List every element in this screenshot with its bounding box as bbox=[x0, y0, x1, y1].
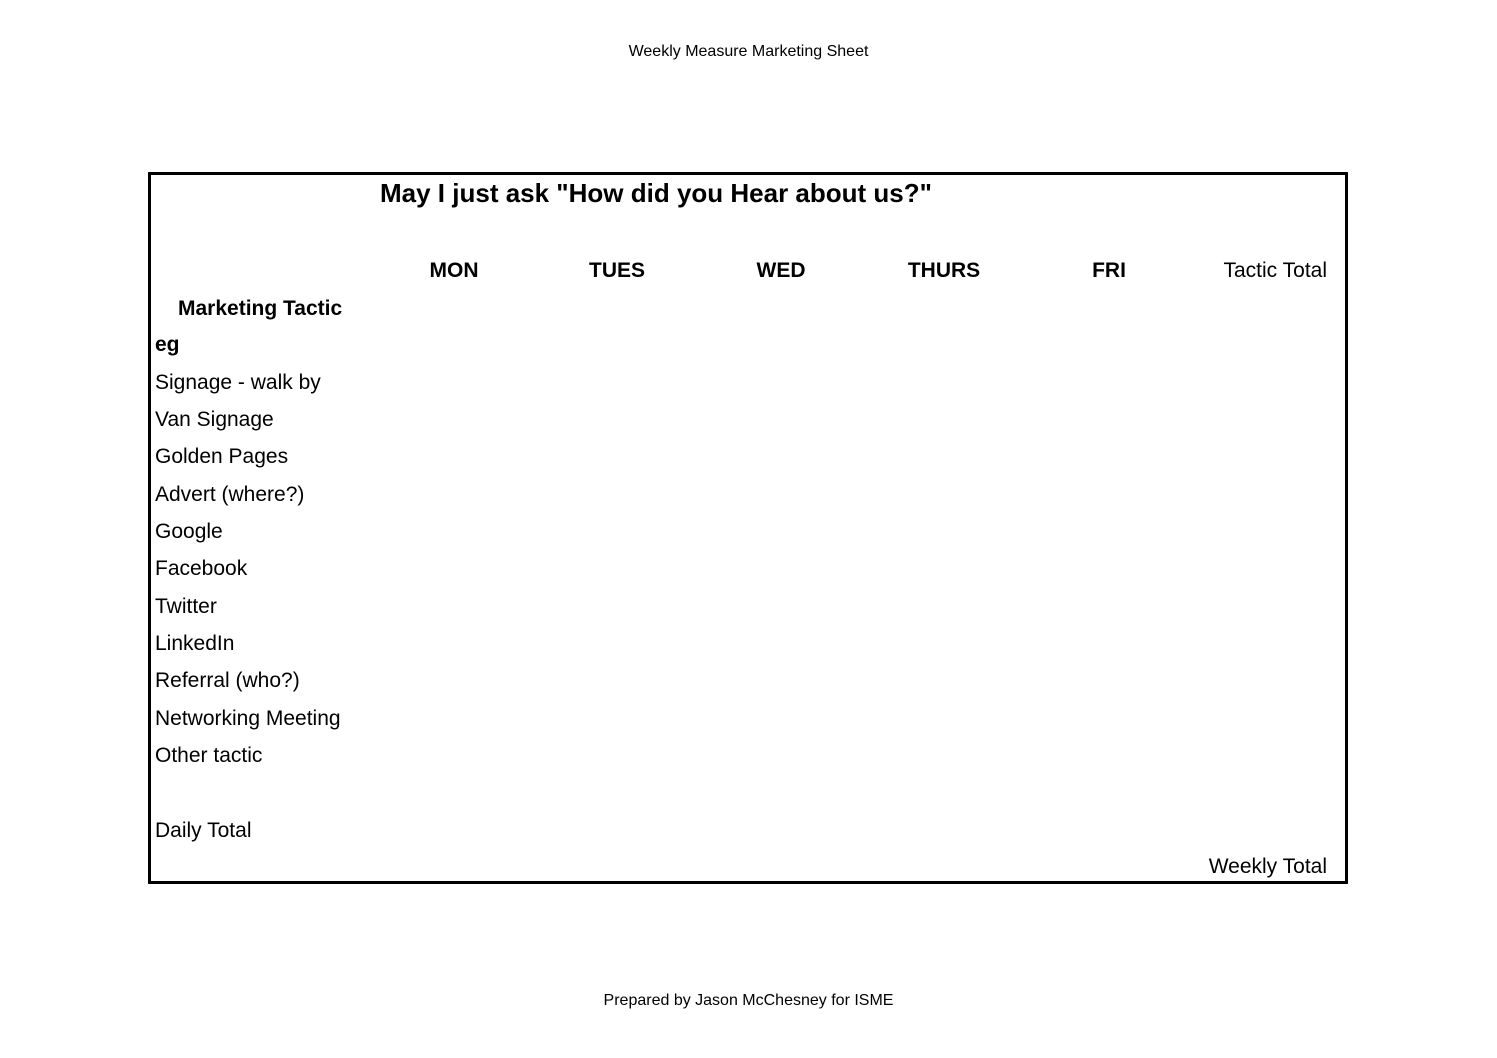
tactic-row-label: LinkedIn bbox=[155, 632, 235, 655]
day-header-mon: MON bbox=[429, 259, 479, 282]
weekly-total-label: Weekly Total bbox=[1208, 855, 1327, 878]
tactic-row-label: Twitter bbox=[155, 595, 217, 618]
marketing-tactic-header: Marketing Tactic bbox=[178, 297, 343, 320]
tactic-row-label: Google bbox=[155, 520, 223, 543]
page-footer: Prepared by Jason McChesney for ISME bbox=[603, 992, 894, 1009]
tactic-row-label: Other tactic bbox=[155, 744, 263, 767]
day-header-wed: WED bbox=[756, 259, 806, 282]
tactic-row-label: Van Signage bbox=[155, 408, 274, 431]
daily-total-label: Daily Total bbox=[155, 819, 252, 842]
example-label: eg bbox=[155, 333, 180, 356]
tactic-row-label: Advert (where?) bbox=[155, 483, 305, 506]
tactic-row-label: Golden Pages bbox=[155, 445, 289, 468]
tactic-row-label: Signage - walk by bbox=[155, 371, 321, 394]
day-header-fri: FRI bbox=[1092, 259, 1126, 282]
marketing-sheet-table bbox=[148, 172, 1348, 884]
day-header-tues: TUES bbox=[588, 259, 646, 282]
day-header-thurs: THURS bbox=[907, 259, 981, 282]
tactic-total-header: Tactic Total bbox=[1223, 259, 1327, 282]
tactic-row-label: Referral (who?) bbox=[155, 669, 300, 692]
tactic-row-label: Networking Meeting bbox=[155, 707, 341, 730]
page-header: Weekly Measure Marketing Sheet bbox=[628, 43, 869, 60]
sheet-title: May I just ask "How did you Hear about us?" bbox=[380, 178, 932, 208]
tactic-row-label: Facebook bbox=[155, 557, 248, 580]
